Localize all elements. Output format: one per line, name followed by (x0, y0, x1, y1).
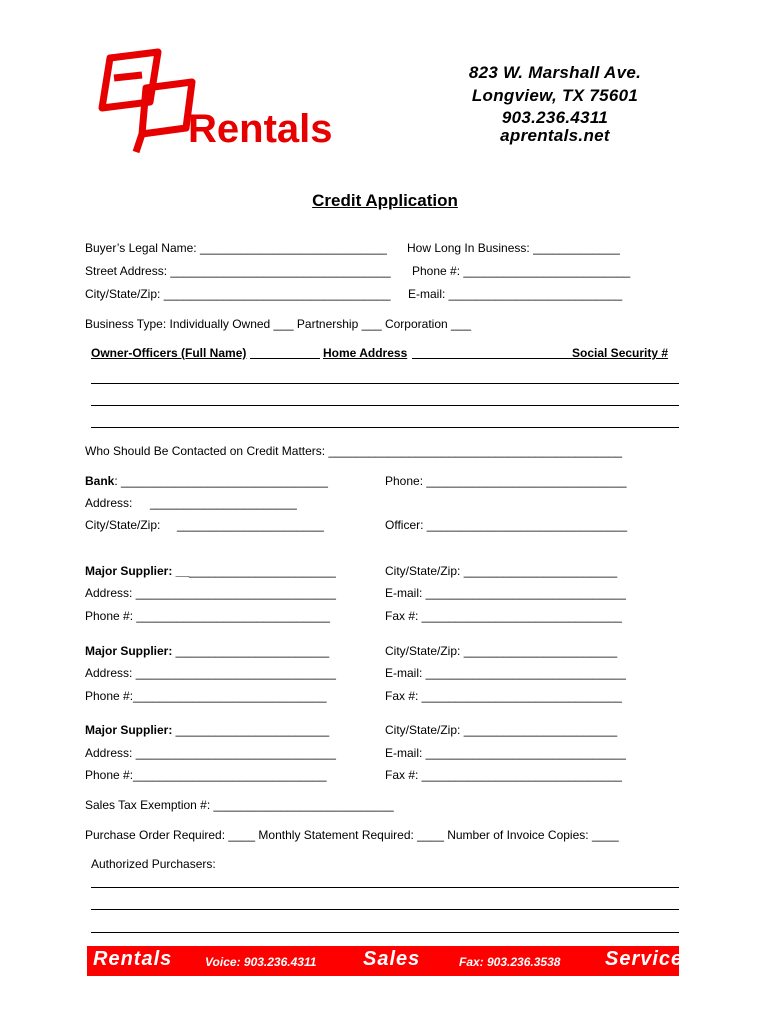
buyer-name-field[interactable]: Buyer’s Legal Name: ____________________________ (85, 241, 387, 255)
supplier-label: Major Supplier: (85, 723, 173, 737)
supplier-2-address[interactable]: Address: ______________________________ (85, 666, 336, 680)
sales-tax-field[interactable]: Sales Tax Exemption #: ___________________________ (85, 798, 394, 812)
header-phone: 903.236.4311 (501, 108, 609, 127)
footer-service: Service (605, 948, 684, 970)
header-website: aprentals.net (500, 126, 610, 145)
supplier-1-city[interactable]: City/State/Zip: _______________________ (385, 564, 618, 578)
supplier-1-phone[interactable]: Phone #: _____________________________ (85, 609, 330, 623)
how-long-field[interactable]: How Long In Business: _____________ (407, 241, 620, 255)
footer-rentals: Rentals (93, 948, 173, 970)
authorized-line[interactable] (91, 932, 679, 933)
col-owner-officers: Owner-Officers (Full Name) (91, 346, 247, 360)
supplier-1-address[interactable]: Address: ______________________________ (85, 586, 336, 600)
supplier-3-email[interactable]: E-mail: ______________________________ (385, 746, 626, 760)
supplier-2-fax[interactable]: Fax #: ______________________________ (385, 689, 622, 703)
supplier-2-phone[interactable]: Phone #:_____________________________ (85, 689, 327, 703)
supplier-label: Major Supplier: (85, 644, 173, 658)
supplier-blank[interactable]: _______________________ (172, 723, 330, 737)
authorized-purchasers-label: Authorized Purchasers: (91, 857, 216, 871)
supplier-3-city[interactable]: City/State/Zip: _______________________ (385, 723, 618, 737)
supplier-1-email[interactable]: E-mail: ______________________________ (385, 586, 626, 600)
supplier-3-address[interactable]: Address: ______________________________ (85, 746, 336, 760)
email-field[interactable]: E-mail: __________________________ (408, 287, 623, 301)
bank-address-label: Address: (85, 496, 133, 510)
officer-line[interactable] (91, 427, 679, 428)
footer-voice: Voice: 903.236.4311 (205, 955, 317, 969)
supplier-1-fax[interactable]: Fax #: ______________________________ (385, 609, 622, 623)
page-title: Credit Application (312, 191, 458, 210)
bank-city-label: City/State/Zip: (85, 518, 161, 532)
supplier-3-field[interactable] (85, 723, 329, 737)
svg-text:Rentals: Rentals (188, 107, 333, 151)
bank-officer-field[interactable]: Officer: ______________________________ (385, 518, 628, 532)
ap-rentals-logo (88, 44, 348, 156)
purchase-order-line[interactable]: Purchase Order Required: ____ Monthly Statement Required: ____ Number of Invoice Copies: ____ (85, 828, 619, 842)
street-field[interactable]: Street Address: _________________________________ (85, 264, 391, 278)
header-underline (250, 358, 320, 359)
phone-field[interactable]: Phone #: _________________________ (412, 264, 631, 278)
supplier-2-city[interactable]: City/State/Zip: _______________________ (385, 644, 618, 658)
bank-phone-field[interactable]: Phone: ______________________________ (385, 474, 627, 488)
bank-city-field[interactable]: ______________________ (177, 518, 324, 532)
supplier-2-email[interactable]: E-mail: ______________________________ (385, 666, 626, 680)
header-underline (412, 358, 572, 359)
supplier-3-phone[interactable]: Phone #:_____________________________ (85, 768, 327, 782)
supplier-3-fax[interactable]: Fax #: ______________________________ (385, 768, 622, 782)
col-social-security: Social Security # (572, 346, 669, 360)
authorized-line[interactable] (91, 909, 679, 910)
footer-fax: Fax: 903.236.3538 (459, 955, 561, 969)
officer-line[interactable] (91, 383, 679, 384)
bank-label: Bank (85, 474, 115, 488)
bank-blank[interactable]: : _______________________________ (114, 474, 328, 488)
address-line1: 823 W. Marshall Ave. (468, 63, 642, 82)
address-line2: Longview, TX 75601 (471, 86, 639, 105)
supplier-blank[interactable]: _______________________ (172, 644, 330, 658)
business-type-field[interactable]: Business Type: Individually Owned ___ Partnership ___ Corporation ___ (85, 317, 472, 331)
col-home-address: Home Address (323, 346, 408, 360)
credit-contact-field[interactable]: Who Should Be Contacted on Credit Matters: ____________________________________________ (85, 444, 623, 458)
bank-field[interactable] (85, 474, 328, 488)
supplier-2-field[interactable] (85, 644, 329, 658)
city-state-zip-field[interactable]: City/State/Zip: __________________________________ (85, 287, 391, 301)
supplier-blank[interactable]: ______________________ (189, 564, 336, 578)
footer-sales: Sales (363, 948, 421, 970)
bank-address-field[interactable]: ______________________ (150, 496, 297, 510)
officer-line[interactable] (91, 405, 679, 406)
footer-band (87, 946, 684, 976)
supplier-label: Major Supplier: __ (85, 564, 190, 578)
supplier-1-field[interactable] (85, 564, 336, 578)
authorized-line[interactable] (91, 887, 679, 888)
